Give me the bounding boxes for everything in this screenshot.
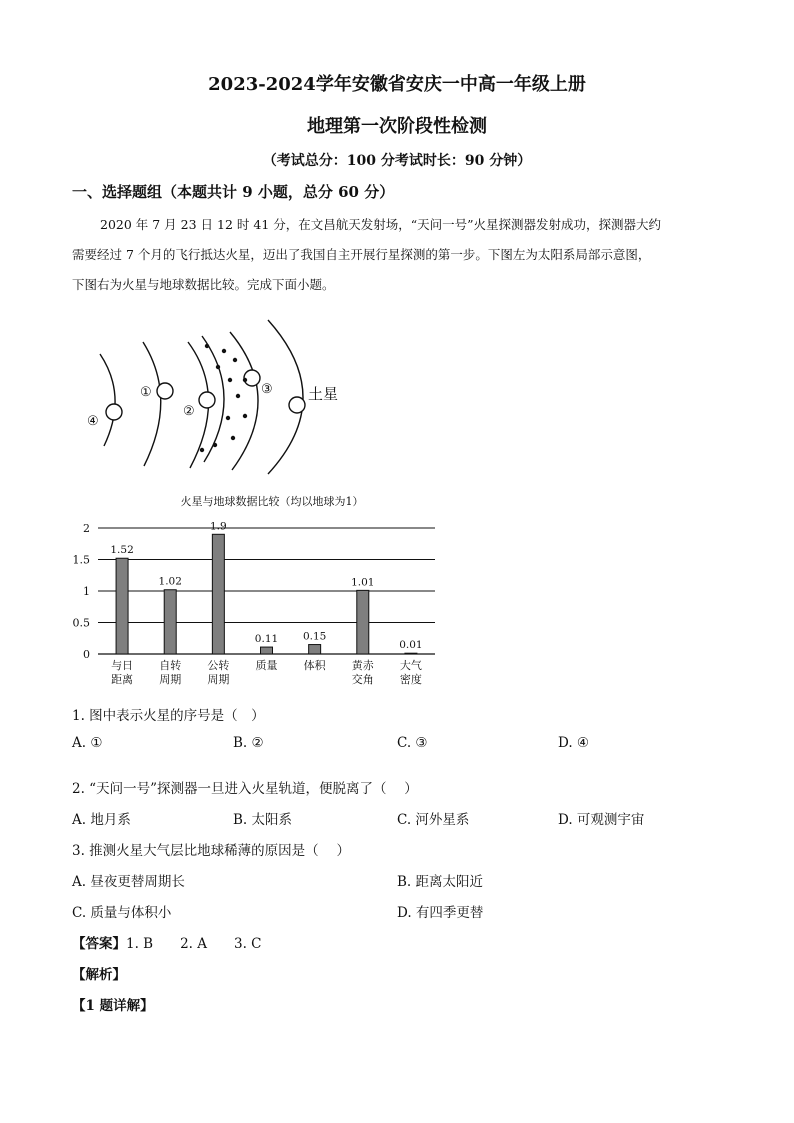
mars-earth-chart [60,488,445,688]
document-title: 2023-2024学年安徽省安庆一中高一年级上册 [208,74,586,95]
detail-label: 【1 题详解】 [72,998,154,1014]
orbit-arc-5 [230,332,258,470]
y-tick-label: 0.5 [72,616,90,630]
x-category-label: 体积 [303,659,326,672]
x-category-label: 周期 [159,673,182,686]
bar-value-label: 1.52 [110,544,134,557]
planet-circle-3 [244,370,260,386]
bar [164,590,176,654]
chart-title: 火星与地球数据比较（均以地球为1） [180,495,364,508]
orbit-arc-2 [143,342,161,466]
planet-circle-2 [199,392,215,408]
planet-circle-4 [106,404,122,420]
answer-values: 1. B 2. A 3. C [126,936,262,952]
question-1-option-a[interactable]: A. ① [72,735,103,751]
answer-label: 【答案】 [72,936,126,952]
question-2-option-a[interactable]: A. 地月系 [72,812,131,828]
question-1-option-d[interactable]: D. ④ [558,735,590,751]
x-category-label: 黄赤 [351,659,374,672]
bar-value-label: 0.01 [399,639,423,652]
question-2-option-d[interactable]: D. 可观测宇宙 [558,812,645,828]
bar [357,590,369,654]
asteroid-dot [200,448,204,452]
asteroid-dot [236,394,240,398]
asteroid-dot [243,414,247,418]
bar-value-label: 0.11 [254,633,279,646]
bar [405,653,417,654]
asteroid-dot [231,436,235,440]
bar [309,645,321,654]
y-tick-label: 2 [83,522,90,535]
bar-value-label: 1.9 [210,520,227,533]
x-category-label: 周期 [207,673,230,686]
question-1-option-c[interactable]: C. ③ [397,735,428,751]
analysis-label: 【解析】 [72,967,126,983]
exam-info: （考试总分：100 分考试时长：90 分钟） [262,153,532,169]
orbit-arc-1 [100,354,115,446]
x-category-label: 与日 [111,659,134,672]
question-3-option-d[interactable]: D. 有四季更替 [397,905,484,921]
asteroid-dot [222,349,226,353]
question-1-option-b[interactable]: B. ② [233,735,264,751]
x-category-label: 大气 [399,659,422,672]
asteroid-dot [228,378,232,382]
bar [212,534,224,654]
intro-line-2: 需要经过 7 个月的飞行抵达火星，迈出了我国自主开展行星探测的第一步。下图左为太阳系局部示意图， [72,247,651,262]
question-2-stem: 2. “天问一号”探测器一旦进入火星轨道，便脱离了（ ） [72,781,418,797]
asteroid-dot [205,344,209,348]
saturn-label: 土星 [308,385,339,403]
asteroid-dot [243,378,247,382]
answer-row [72,932,262,952]
question-3-option-c[interactable]: C. 质量与体积小 [72,905,172,921]
section-heading: 一、选择题组（本题共计 9 小题，总分 60 分） [72,183,395,201]
question-3-option-b[interactable]: B. 距离太阳近 [397,874,484,890]
bar-value-label: 0.15 [302,630,327,643]
document-subtitle: 地理第一次阶段性检测 [307,116,487,137]
question-2-option-c[interactable]: C. 河外星系 [397,812,470,828]
y-tick-label: 1.5 [72,553,90,567]
question-2-option-b[interactable]: B. 太阳系 [233,812,293,828]
y-tick-label: 0 [83,648,90,661]
y-tick-label: 1 [83,585,90,598]
x-category-label: 公转 [207,659,230,672]
label-4: ④ [87,414,99,429]
asteroid-dot [213,443,217,447]
asteroid-dot [216,365,220,369]
bar-value-label: 1.01 [351,576,375,589]
x-category-label: 密度 [399,673,422,686]
asteroid-dot [226,416,230,420]
question-1-stem: 1. 图中表示火星的序号是（ ） [72,708,265,724]
bar [116,558,128,654]
planet-circle-1 [157,383,173,399]
label-2: ② [183,404,195,419]
label-1: ① [140,385,152,400]
label-3: ③ [261,382,273,397]
question-3-option-a[interactable]: A. 昼夜更替周期长 [72,874,185,890]
x-category-label: 自转 [159,659,182,672]
bar [261,647,273,654]
x-category-label: 距离 [111,673,134,686]
intro-line-1: 2020 年 7 月 23 日 12 时 41 分，在文昌航天发射场，“天问一号”火星探测器发射成功，探测器大约 [100,217,662,232]
x-category-label: 质量 [255,659,278,672]
question-3-stem: 3. 推测火星大气层比地球稀薄的原因是（ ） [72,843,350,859]
planet-saturn-circle [289,397,305,413]
intro-line-3: 下图右为火星与地球数据比较。完成下面小题。 [72,277,335,292]
asteroid-dot [233,358,237,362]
solar-system-diagram [70,318,370,476]
x-category-label: 交角 [351,673,374,686]
bar-value-label: 1.02 [158,575,182,588]
